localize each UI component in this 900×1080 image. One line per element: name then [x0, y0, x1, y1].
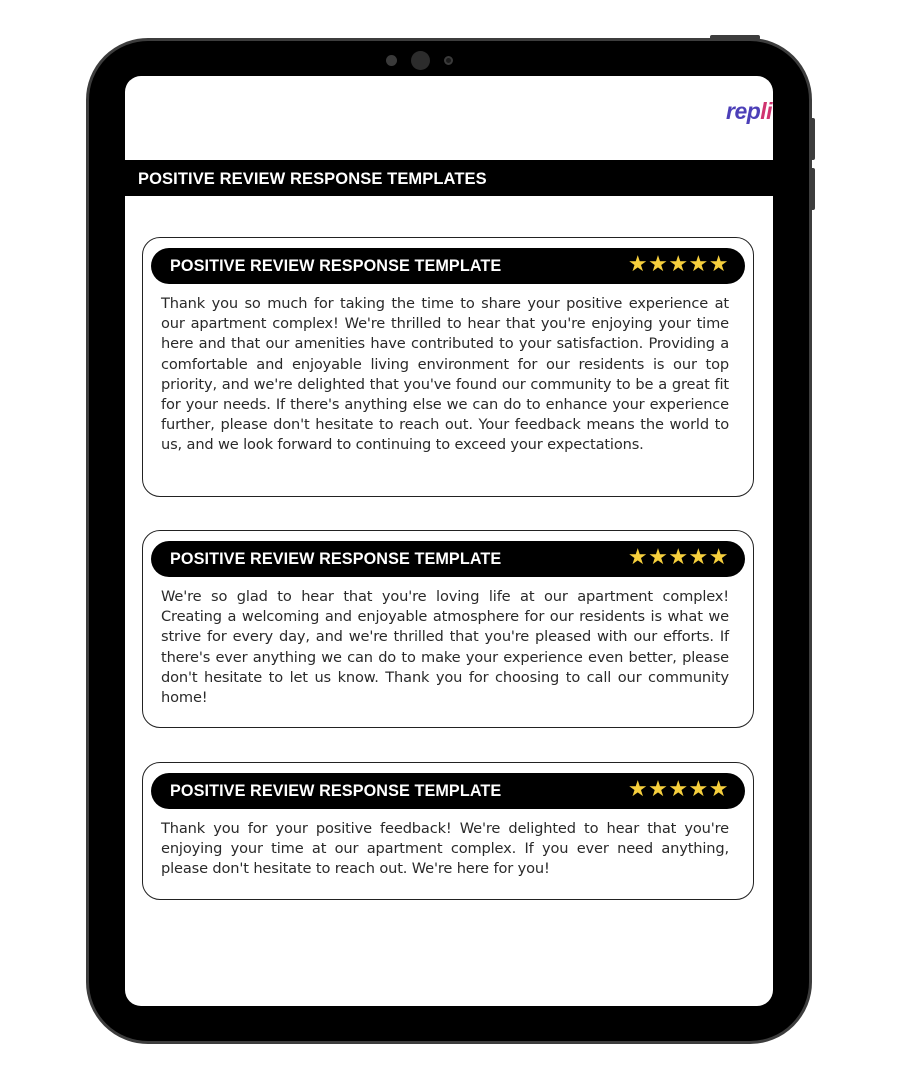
template-title: POSITIVE REVIEW RESPONSE TEMPLATE: [170, 550, 502, 568]
tablet-screen: [125, 76, 773, 1006]
logo-text-part1: rep: [726, 98, 761, 124]
template-card-header: [151, 541, 745, 577]
five-star-rating-icon: ★★★★★: [627, 252, 729, 277]
page-title: POSITIVE REVIEW RESPONSE TEMPLATES: [138, 170, 487, 188]
brand-logo[interactable]: [726, 98, 772, 125]
template-title: POSITIVE REVIEW RESPONSE TEMPLATE: [170, 257, 502, 275]
template-body[interactable]: We're so glad to hear that you're loving life at our apartment complex! Creating a welcoming and enjoyable atmosphere for our residents is what we strive for every day, and we're thrilled that you're pleased with our efforts. If there's ever anything we can do to make your experience even better, please don't hesitate to let us know. Thank you for choosing to call our community home!: [161, 588, 729, 707]
template-body[interactable]: Thank you so much for taking the time to share your positive experience at our apartment complex! We're thrilled to hear that you're enjoying your time here and that our amenities have contributed to your satisfaction. Providing a comfortable and enjoyable living environment for our residents is our top priority, and we're delighted that you've found our community to be a great fit for your needs. If there's anything else we can do to enhance your experience further, please don't hesitate to reach out. Your feedback means the world to us, and we look forward to continuing to exceed your expectations.: [161, 295, 729, 454]
template-title: POSITIVE REVIEW RESPONSE TEMPLATE: [170, 782, 502, 800]
template-card-2: [142, 530, 754, 728]
camera-icon: [411, 51, 430, 70]
sensor-icon: [386, 55, 397, 66]
template-body[interactable]: Thank you for your positive feedback! We're delighted to hear that you're enjoying your time at our apartment complex. If you ever need anything, please don't hesitate to reach out. We're here for you!: [161, 820, 729, 878]
template-card-3: [142, 762, 754, 900]
template-card-header: [151, 248, 745, 284]
five-star-rating-icon: ★★★★★: [627, 545, 729, 570]
logo-text-part2: li: [760, 98, 773, 124]
light-sensor-icon: [444, 56, 453, 65]
template-card-1: [142, 237, 754, 497]
template-card-header: [151, 773, 745, 809]
five-star-rating-icon: ★★★★★: [627, 777, 729, 802]
page-title-banner: [125, 160, 773, 196]
